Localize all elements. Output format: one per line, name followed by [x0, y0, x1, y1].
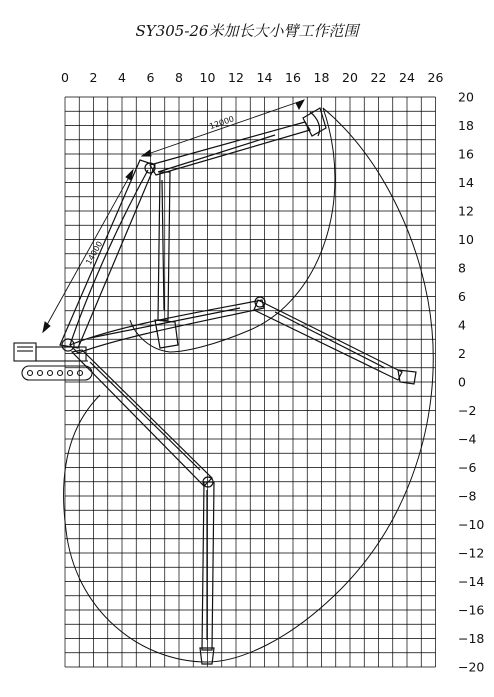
y-tick-label: 8 [458, 260, 466, 276]
y-tick-label: 18 [458, 118, 474, 133]
x-tick-label: 14 [256, 70, 273, 85]
inner-range-curve [130, 108, 335, 352]
grid [65, 97, 436, 667]
y-tick-label: −6 [458, 460, 477, 475]
y-tick-label: 20 [458, 89, 474, 105]
y-tick-label: 0 [458, 374, 466, 390]
x-tick-label: 24 [399, 70, 415, 85]
dimension-boom-length [43, 170, 133, 332]
y-tick-label: −10 [458, 517, 485, 532]
arm-length-label: 12000 [208, 114, 236, 132]
excavator-base [14, 343, 92, 380]
x-tick-label: 16 [285, 70, 301, 85]
boom-length-label: 14000 [84, 239, 105, 267]
y-tick-label: 14 [458, 175, 474, 190]
y-tick-label: −2 [458, 403, 477, 418]
x-tick-label: 4 [118, 70, 126, 85]
y-tick-label: −18 [458, 631, 485, 646]
x-tick-label: 8 [175, 70, 183, 85]
working-range-envelope [64, 108, 434, 662]
y-tick-label: 10 [458, 232, 474, 247]
y-tick-label: −12 [458, 545, 485, 561]
dimension-arm-length [142, 100, 304, 156]
y-axis-ticks [458, 90, 484, 675]
x-tick-label: 12 [228, 70, 244, 85]
x-tick-label: 10 [199, 70, 216, 85]
y-tick-label: 6 [458, 289, 466, 304]
y-tick-label: −4 [458, 431, 477, 447]
y-tick-label: −14 [458, 574, 485, 589]
x-tick-label: 0 [61, 70, 69, 85]
y-tick-label: 16 [458, 146, 474, 162]
diagram-title: SY305-26米加长大小臂工作范围 [135, 22, 359, 40]
y-tick-label: −20 [458, 659, 485, 675]
x-tick-label: 6 [146, 70, 155, 85]
x-axis-ticks [61, 70, 443, 85]
y-tick-label: 12 [458, 203, 474, 219]
x-tick-label: 2 [89, 70, 98, 85]
arm-pose-down [200, 482, 214, 664]
y-tick-label: 2 [458, 346, 466, 361]
x-tick-label: 20 [342, 70, 358, 85]
x-tick-label: 26 [427, 70, 444, 85]
y-tick-label: 4 [458, 317, 466, 333]
x-tick-label: 22 [370, 70, 387, 85]
arm-pose-upright-extended [150, 108, 326, 175]
x-tick-label: 18 [313, 70, 330, 85]
y-tick-label: −8 [458, 488, 477, 504]
y-tick-label: −16 [458, 602, 485, 618]
